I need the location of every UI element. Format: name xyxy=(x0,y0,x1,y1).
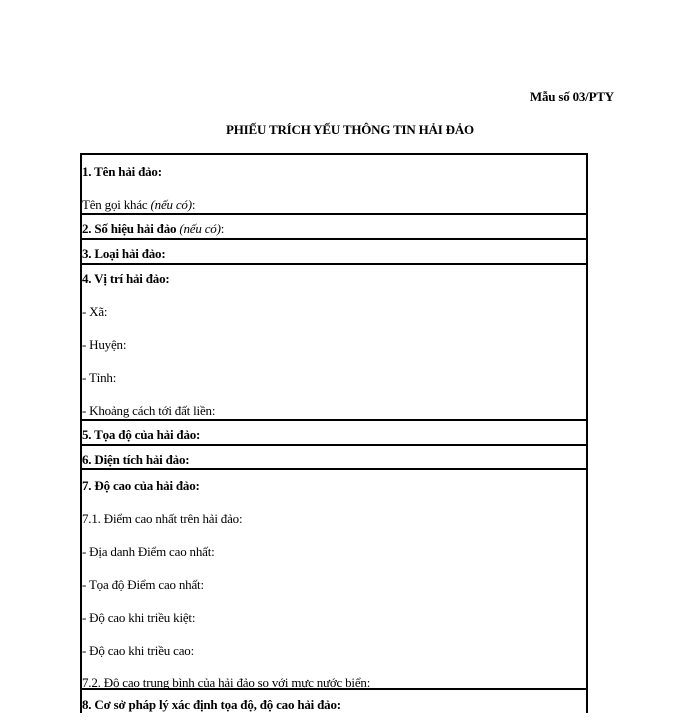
island-area-heading: 6. Diện tích hải đảo: xyxy=(82,452,190,467)
form-title: PHIẾU TRÍCH YẾU THÔNG TIN HẢI ĐẢO xyxy=(226,122,474,137)
section-island-type xyxy=(82,238,586,263)
commune-field: - Xã: xyxy=(82,304,108,319)
island-number-colon: : xyxy=(220,221,225,236)
island-elevation-heading: 7. Độ cao của hải đảo: xyxy=(82,478,200,493)
highest-point-label: 7.1. Điểm cao nhất trên hải đảo: xyxy=(82,511,243,526)
island-location-heading: 4. Vị trí hải đảo: xyxy=(82,271,170,286)
island-number-field xyxy=(82,221,224,236)
low-tide-elevation-field: - Độ cao khi triều kiệt: xyxy=(82,610,196,625)
highest-point-place-name-field: - Địa danh Điểm cao nhất: xyxy=(82,544,215,559)
other-name-colon: : xyxy=(191,197,196,212)
island-info-table xyxy=(80,153,588,713)
other-name-label: Tên gọi khác xyxy=(82,197,151,212)
section-island-area xyxy=(82,444,586,468)
distance-to-mainland-field: - Khoảng cách tới đất liền: xyxy=(82,403,216,418)
other-name-note: (nếu có) xyxy=(150,197,192,212)
island-name-heading: 1. Tên hải đảo: xyxy=(82,164,162,179)
island-coordinates-heading: 5. Tọa độ của hải đảo: xyxy=(82,427,201,442)
province-field: - Tỉnh: xyxy=(82,370,117,385)
high-tide-elevation-field: - Độ cao khi triều cao: xyxy=(82,643,194,658)
island-number-heading: 2. Số hiệu hải đảo xyxy=(82,221,180,236)
other-name-field xyxy=(82,197,195,212)
legal-basis-heading: 8. Cơ sở pháp lý xác định tọa độ, độ cao hải đảo: xyxy=(82,697,341,712)
section-island-name xyxy=(82,155,586,213)
island-type-heading: 3. Loại hải đảo: xyxy=(82,246,166,261)
section-island-location xyxy=(82,263,586,419)
island-number-note: (nếu có) xyxy=(179,221,221,236)
section-legal-basis xyxy=(82,688,586,728)
form-code: Mẫu số 03/PTY xyxy=(529,89,614,104)
section-island-coordinates xyxy=(82,419,586,444)
section-island-number xyxy=(82,213,586,238)
section-island-elevation xyxy=(82,468,586,688)
district-field: - Huyện: xyxy=(82,337,127,352)
average-elevation-field: 7.2. Độ cao trung bình của hải đảo so với mực nước biển: xyxy=(82,675,371,690)
highest-point-coordinates-field: - Tọa độ Điểm cao nhất: xyxy=(82,577,204,592)
